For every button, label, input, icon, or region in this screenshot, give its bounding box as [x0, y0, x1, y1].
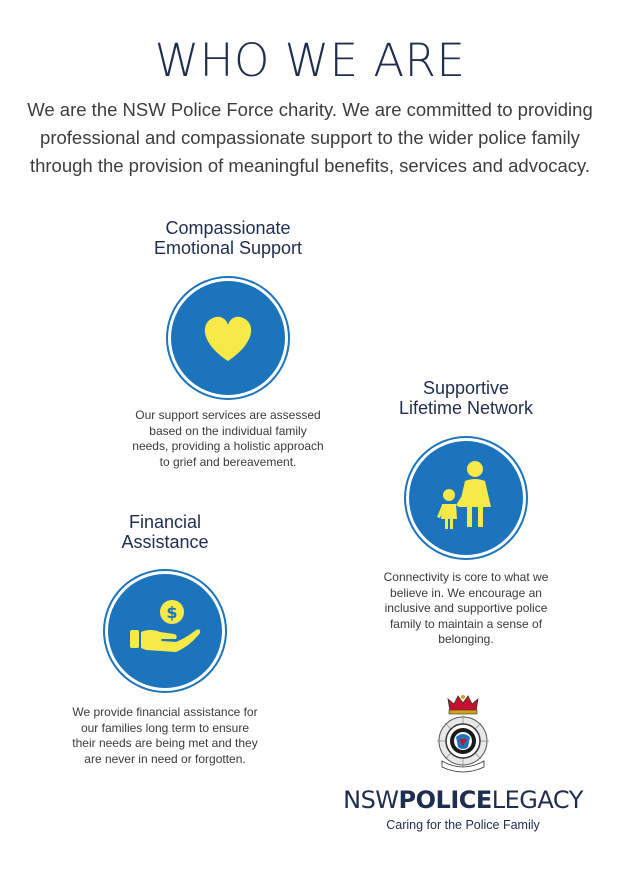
heart-circle — [171, 281, 285, 395]
legacy-tagline: Caring for the Police Family — [386, 818, 540, 832]
intro-paragraph: We are the NSW Police Force charity. We are committed to providing professional and compassionate support to the wider police family through the provision of meaningful benefits, services and advocacy. — [27, 99, 593, 176]
feature-heading-line: Emotional Support — [153, 238, 303, 258]
hand-coin-icon — [108, 574, 222, 688]
feature-heading-line: Assistance — [121, 532, 209, 552]
finance-circle — [108, 574, 222, 688]
wordmark-police: POLICE — [398, 786, 492, 814]
feature-heading-line: Financial — [128, 512, 202, 532]
police-crest-icon — [434, 693, 492, 777]
page-title: WHO WE ARE — [154, 34, 466, 87]
heart-icon — [171, 281, 285, 395]
legacy-wordmark — [338, 786, 588, 814]
feature-heading-line: Lifetime Network — [398, 398, 534, 418]
feature-text-emotional-support: Our support services are assessed based on the individual family needs, providing a holistic approach to grief and bereavement. — [132, 408, 324, 469]
svg-text:$: $ — [166, 603, 178, 622]
feature-heading-line: Supportive — [422, 378, 510, 398]
feature-text-lifetime-network: Connectivity is core to what we believe in. We encourage an inclusive and supportive police family to maintain a sense of belonging. — [383, 570, 549, 646]
wordmark-nsw: NSW — [343, 786, 399, 814]
feature-text-financial-assistance: We provide financial assistance for our families long term to ensure their needs are being met and they are never in need or forgotten. — [72, 705, 258, 766]
wordmark-legacy: LEGACY — [491, 786, 583, 814]
feature-heading-line: Compassionate — [165, 218, 291, 238]
parent-child-icon — [409, 441, 523, 555]
feature-heading-lifetime-network — [366, 378, 566, 418]
feature-heading-emotional-support — [128, 218, 328, 258]
family-circle — [409, 441, 523, 555]
feature-heading-financial-assistance — [75, 512, 255, 552]
